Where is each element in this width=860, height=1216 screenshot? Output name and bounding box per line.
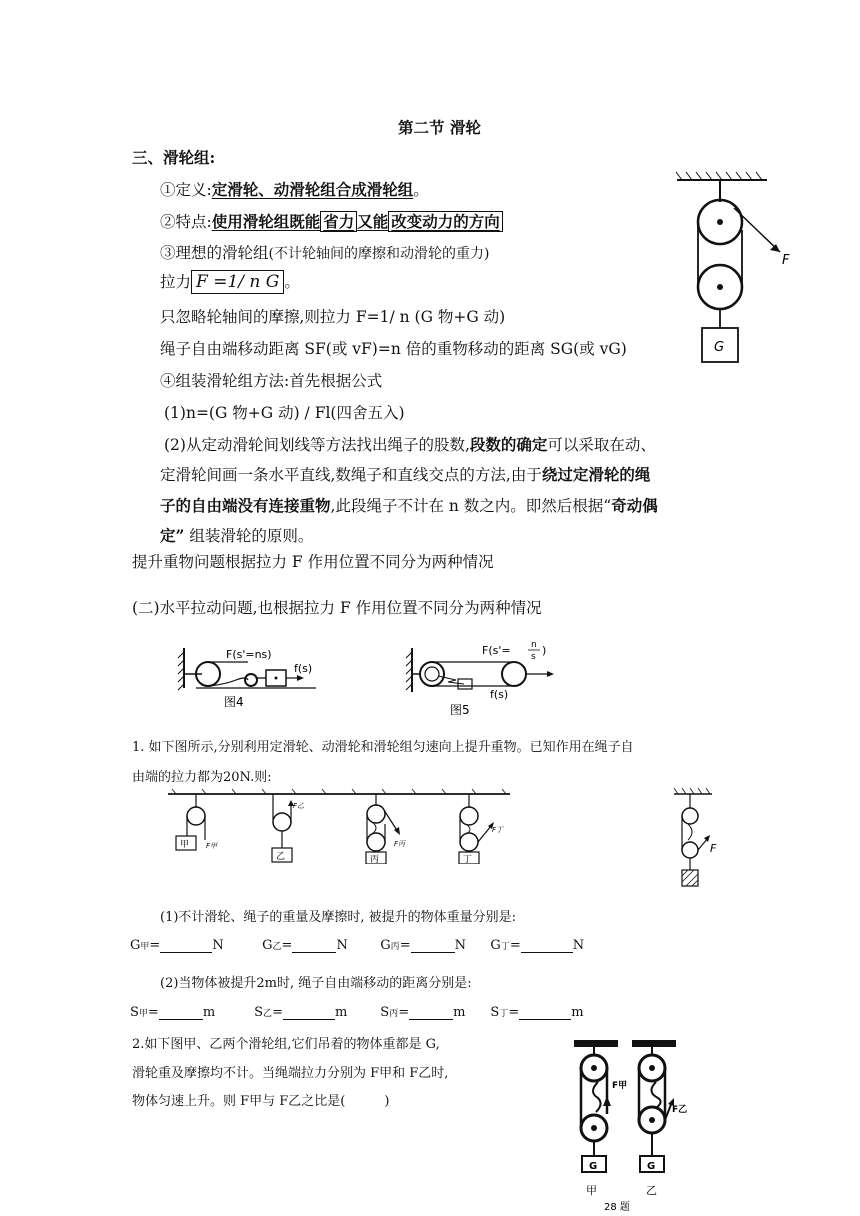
step1-line: (1)n=(G 物+G 动) / Fl(四舍五入)	[164, 404, 405, 422]
feature-d: 改变动力的方向	[388, 211, 503, 232]
figure-4	[176, 644, 326, 710]
q1-part2: (2)当物体被提升2m时, 绳子自由端移动的距离分别是:	[160, 976, 472, 991]
g-bing-unit: N	[454, 938, 466, 953]
ideal-label: ③理想的滑轮组	[160, 244, 269, 262]
s-yi-answer: S乙= m	[254, 1005, 348, 1020]
s-bing-unit: m	[453, 1005, 466, 1020]
fig4-caption: 图4	[224, 695, 244, 709]
force-label-F: F	[782, 253, 790, 268]
step2-l2a: 定滑轮间画一条水平直线,数绳子和直线交点的方法,由于	[160, 466, 542, 484]
s-jia-blank[interactable]	[159, 1005, 203, 1020]
g-yi-unit: N	[336, 938, 348, 953]
feature-c: 又能	[357, 212, 389, 231]
q2-caption-2: 乙	[646, 1184, 657, 1197]
ideal-line	[160, 241, 489, 263]
row-label-jia: 甲	[180, 840, 190, 850]
s-ding-unit: m	[571, 1005, 584, 1020]
row-label-yi: 乙	[276, 852, 286, 862]
pull-end: 。	[284, 273, 300, 291]
fig5-close: )	[542, 644, 547, 657]
figure-5	[404, 638, 564, 716]
horizontal-line: (二)水平拉动问题,也根据拉力 F 作用位置不同分为两种情况	[132, 599, 542, 617]
g-ding-answer: G丁= N	[490, 938, 585, 953]
ideal-note: (不计轮轴间的摩擦和动滑轮的重力)	[268, 246, 490, 262]
step2-l3a: 子的自由端没有连接重物	[160, 496, 331, 515]
s-bing-pre: S	[380, 1005, 390, 1020]
friction-line: 只忽略轮轴间的摩擦,则拉力 F=1/ n (G 物+G 动)	[160, 308, 506, 326]
s-jia-sub: 甲	[138, 1009, 148, 1019]
q2-force-2: F乙	[672, 1105, 688, 1115]
step2-l1c: 可以采取在动、	[547, 436, 656, 454]
pull-line	[160, 270, 300, 292]
s-yi-blank[interactable]	[283, 1005, 335, 1020]
q2-line3: 物体匀速上升。则 F甲与 F乙之比是( )	[132, 1094, 390, 1109]
s-jia-answer: S甲= m	[130, 1005, 216, 1020]
q2-weight-1: G	[589, 1161, 598, 1172]
fig4-friction: f(s)	[294, 662, 313, 675]
definition-line	[160, 178, 429, 200]
lift-line: 提升重物问题根据拉力 F 作用位置不同分为两种情况	[132, 553, 494, 571]
s-ding-pre: S	[490, 1005, 500, 1020]
q2-weight-2: G	[647, 1161, 656, 1172]
small-pulley-figure	[668, 782, 724, 902]
small-force-label: F	[710, 842, 717, 855]
g-bing-answer: G丙= N	[380, 938, 466, 953]
s-ding-blank[interactable]	[519, 1005, 571, 1020]
g-ding-sub: 丁	[500, 942, 510, 952]
q1-part1: (1)不计滑轮、绳子的重量及摩擦时, 被提升的物体重量分别是:	[160, 910, 517, 925]
distance-line: 绳子自由端移动距离 SF(或 vF)=n 倍的重物移动的距离 SG(或 vG)	[160, 340, 627, 358]
s-answer-row	[130, 1005, 584, 1020]
feature-a: 使用滑轮组既能	[211, 212, 321, 231]
s-ding-answer: S丁= m	[490, 1005, 584, 1020]
weight-label-G: G	[714, 340, 725, 355]
s-jia-unit: m	[202, 1005, 216, 1020]
pull-formula: F =1/ n G	[191, 270, 284, 294]
step2-l3b: ,此段绳子不计在 n 数之内。即然后根据“	[330, 497, 612, 515]
fig5-friction: f(s)	[490, 688, 509, 701]
fig5-s: s	[531, 652, 536, 662]
definition-text: 定滑轮、动滑轮组合成滑轮组	[211, 180, 414, 199]
fig4-force: F(s'=ns)	[226, 648, 272, 661]
g-ding-blank[interactable]	[521, 938, 573, 953]
g-bing-blank[interactable]	[411, 938, 455, 953]
row-label-bing: 丙	[370, 855, 380, 864]
fig5-caption: 图5	[450, 703, 470, 716]
g-jia-answer: G甲= N	[130, 938, 224, 953]
step2-line3	[160, 494, 658, 516]
s-bing-blank[interactable]	[409, 1005, 453, 1020]
row-force-ding: F丁	[492, 826, 504, 834]
step2-l4a: 定”	[160, 526, 185, 545]
row-force-jia: F甲	[206, 842, 218, 850]
feature-line	[160, 210, 503, 232]
row-force-yi: F乙	[293, 802, 305, 810]
section-heading: 三、滑轮组:	[132, 148, 216, 167]
definition-end: 。	[413, 181, 429, 199]
q2-caption-1: 甲	[586, 1184, 597, 1197]
g-yi-pre: G	[262, 938, 273, 953]
q1-line1: 1. 如下图所示,分别利用定滑轮、动滑轮和滑轮组匀速向上提升重物。已知作用在绳子自	[132, 740, 634, 755]
g-bing-sub: 丙	[390, 942, 400, 952]
pulley-row-figure	[166, 786, 512, 864]
g-jia-sub: 甲	[140, 942, 150, 952]
step2-line4	[160, 524, 313, 546]
feature-label: ②特点:	[160, 213, 212, 231]
q1-line2: 由端的拉力都为20N.则:	[132, 770, 272, 785]
s-yi-sub: 乙	[263, 1009, 273, 1019]
s-yi-unit: m	[334, 1005, 348, 1020]
g-jia-unit: N	[212, 938, 224, 953]
g-yi-answer: G乙= N	[262, 938, 348, 953]
pull-label: 拉力	[160, 273, 192, 291]
feature-b: 省力	[320, 211, 357, 232]
g-bing-pre: G	[380, 938, 391, 953]
q2-pulley-figure	[566, 1036, 706, 1212]
g-yi-sub: 乙	[272, 942, 282, 952]
pulley-set-figure	[672, 170, 792, 370]
step2-l2b: 绕过定滑轮的绳	[541, 465, 651, 484]
g-ding-pre: G	[490, 938, 501, 953]
step2-l4b: 组装滑轮的原则。	[184, 527, 314, 545]
g-jia-blank[interactable]	[160, 938, 212, 953]
assemble-line: ④组装滑轮组方法:首先根据公式	[160, 372, 383, 390]
fig5-force: F(s'=	[482, 644, 511, 657]
g-jia-pre: G	[130, 938, 141, 953]
g-answer-row	[130, 938, 584, 953]
step2-l1a: (2)从定动滑轮间划线等方法找出绳子的股数,	[164, 436, 470, 454]
step2-line1	[164, 433, 656, 455]
row-label-ding: 丁	[463, 855, 473, 864]
q2-line1: 2.如下图甲、乙两个滑轮组,它们吊着的物体重都是 G,	[132, 1037, 440, 1052]
s-ding-sub: 丁	[499, 1009, 509, 1019]
step2-l3c: 奇动偶	[611, 496, 658, 515]
s-bing-answer: S丙= m	[380, 1005, 466, 1020]
s-jia-pre: S	[130, 1005, 139, 1020]
s-yi-pre: S	[254, 1005, 264, 1020]
row-force-bing: F丙	[394, 840, 406, 848]
g-yi-blank[interactable]	[292, 938, 336, 953]
definition-label: ①定义:	[160, 181, 212, 199]
q2-force-1: F甲	[612, 1081, 628, 1091]
step2-l1b: 段数的确定	[469, 435, 548, 454]
step2-line2	[160, 463, 650, 485]
page-title: 第二节 滑轮	[398, 118, 481, 137]
fig5-n: n	[531, 640, 537, 650]
q2-line2: 滑轮重及摩擦均不计。当绳端拉力分别为 F甲和 F乙时,	[132, 1066, 449, 1081]
s-bing-sub: 丙	[389, 1009, 399, 1019]
g-ding-unit: N	[572, 938, 585, 953]
q2-figure-number: 28 题	[604, 1202, 630, 1212]
